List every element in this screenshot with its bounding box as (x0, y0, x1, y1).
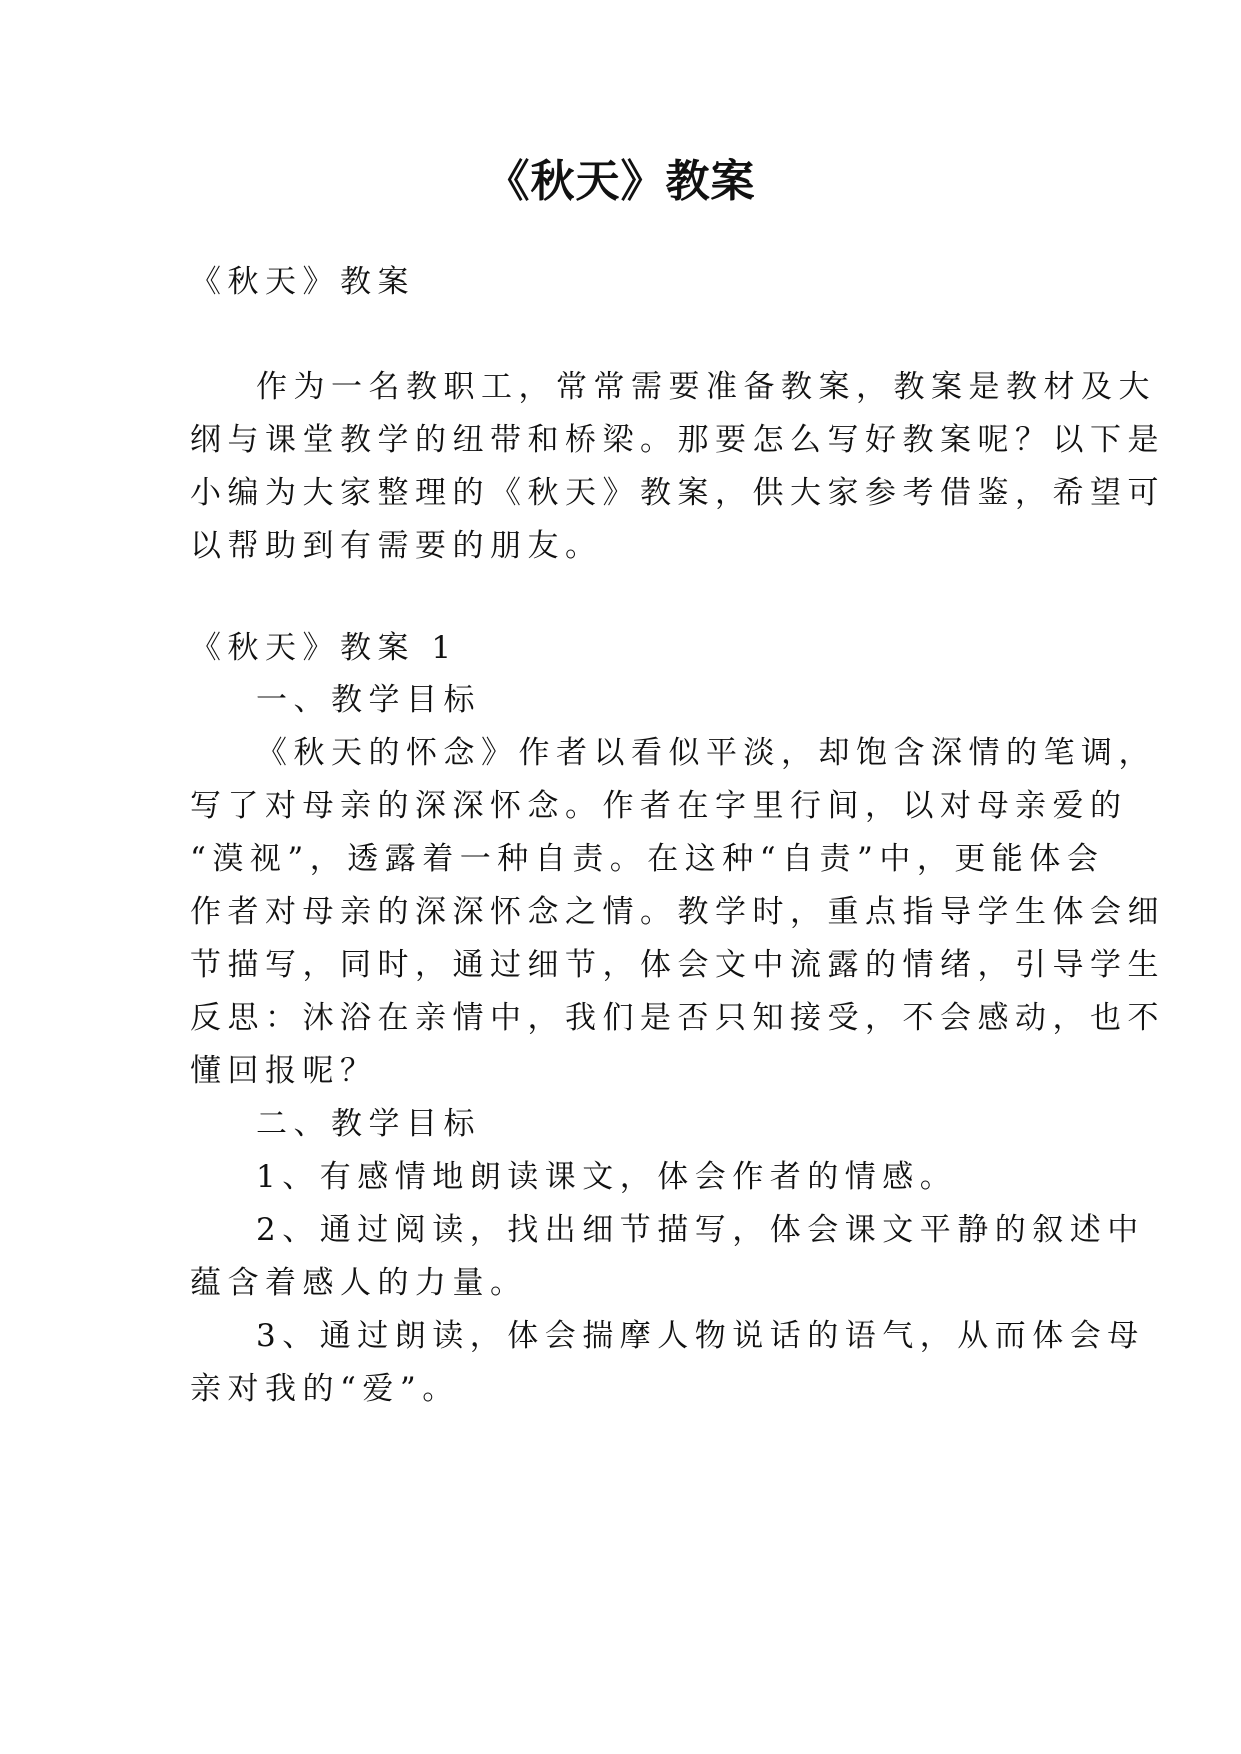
body-line-7: 懂回报呢？ (190, 1053, 378, 1089)
body-line-3: “漠视”，透露着一种自责。在这种“自责”中，更能体会 (190, 841, 1105, 877)
intro-line-4: 以帮助到有需要的朋友。 (190, 528, 603, 564)
intro-line-1: 作为一名教职工，常常需要准备教案，教案是教材及大 (256, 369, 1156, 405)
list-item-3-line-2: 亲对我的“爱”。 (190, 1371, 460, 1407)
list-item-1: 1、有感情地朗读课文，体会作者的情感。 (256, 1159, 958, 1195)
body-line-1: 《秋天的怀念》作者以看似平淡，却饱含深情的笔调， (256, 735, 1156, 771)
subtitle-line: 《秋天》教案 (190, 264, 415, 300)
intro-line-3: 小编为大家整理的《秋天》教案，供大家参考借鉴，希望可 (190, 475, 1165, 511)
body-line-6: 反思：沐浴在亲情中，我们是否只知接受，不会感动，也不 (190, 1000, 1165, 1036)
list-item-2-line-1: 2、通过阅读，找出细节描写，体会课文平静的叙述中 (256, 1212, 1145, 1248)
section-heading: 《秋天》教案 1 (190, 630, 458, 666)
body-line-2: 写了对母亲的深深怀念。作者在字里行间，以对母亲爱的 (190, 788, 1128, 824)
body-line-4: 作者对母亲的深深怀念之情。教学时，重点指导学生体会细 (190, 894, 1165, 930)
subheading-2: 二、教学目标 (256, 1106, 481, 1142)
document-title: 《秋天》教案 (485, 156, 756, 207)
list-item-2-line-2: 蕴含着感人的力量。 (190, 1265, 528, 1301)
subheading-1: 一、教学目标 (256, 682, 481, 718)
intro-line-2: 纲与课堂教学的纽带和桥梁。那要怎么写好教案呢？以下是 (190, 422, 1165, 458)
list-item-3-line-1: 3、通过朗读，体会揣摩人物说话的语气，从而体会母 (256, 1318, 1145, 1354)
body-line-5: 节描写，同时，通过细节，体会文中流露的情绪，引导学生 (190, 947, 1165, 983)
